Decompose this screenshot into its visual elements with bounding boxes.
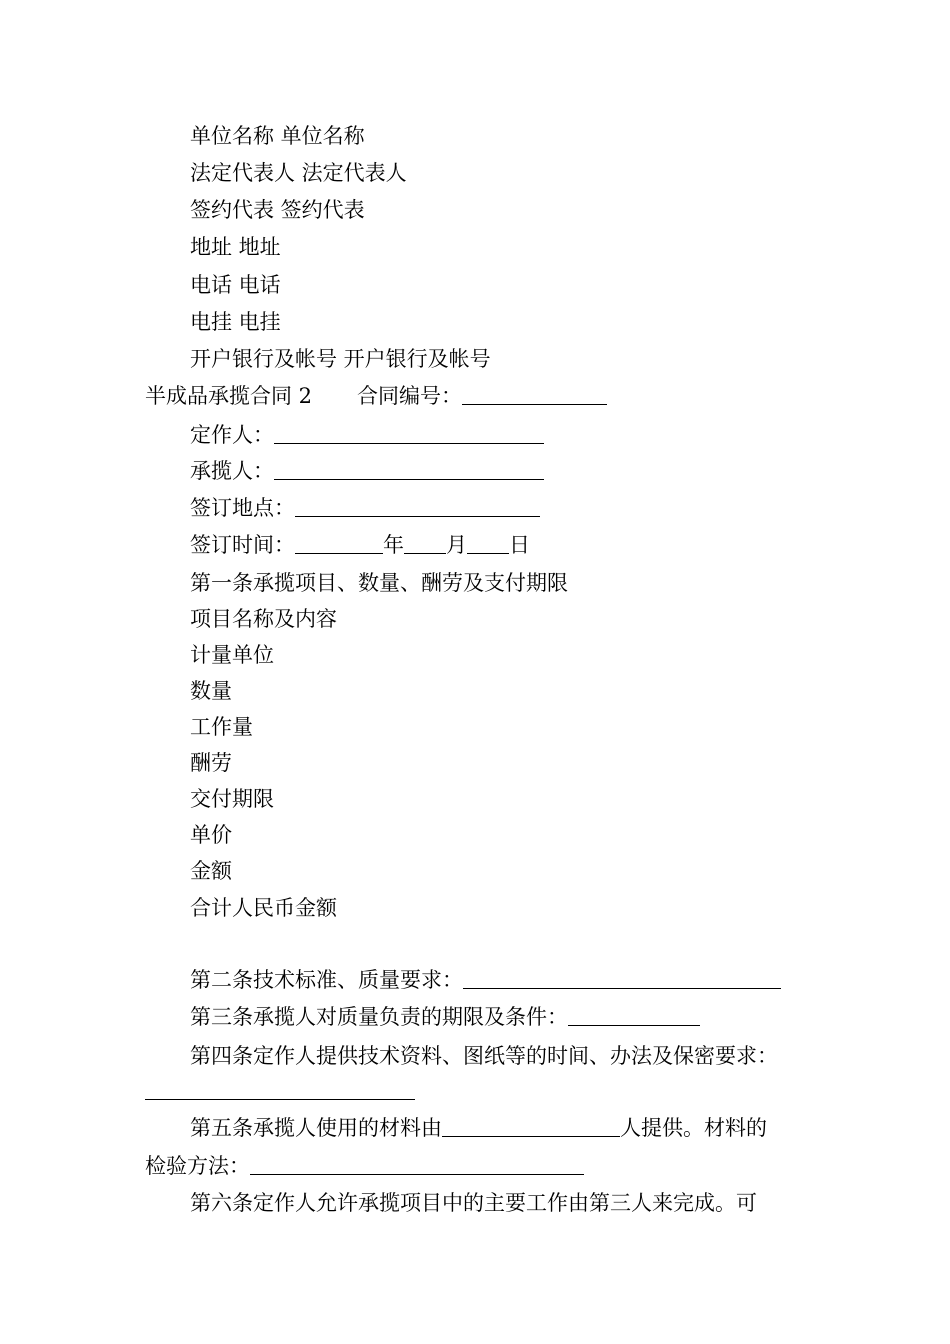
article5-part3: 检验方法： (145, 1154, 250, 1178)
sign-place-line (190, 493, 540, 523)
party-info-line: 电话 电话 (190, 273, 281, 297)
contract-title: 半成品承揽合同 2 (145, 384, 313, 408)
article5-material-blank (442, 1116, 620, 1137)
party-info-line: 法定代表人 法定代表人 (190, 161, 407, 185)
party-info-line: 单位名称 单位名称 (190, 124, 365, 148)
day-label: 日 (509, 533, 530, 557)
year-blank (295, 533, 383, 554)
article4-blank-line (145, 1076, 415, 1106)
contract-number-label: 合同编号： (357, 384, 463, 408)
orderer-line (190, 420, 544, 450)
sign-time-line (190, 530, 530, 560)
sign-place-label: 签订地点： (190, 496, 295, 520)
contractor-line (190, 456, 544, 486)
article1-item: 金额 (190, 859, 232, 883)
month-blank (404, 533, 446, 554)
party-info-line: 开户银行及帐号 开户银行及帐号 (190, 347, 491, 371)
article1-item: 工作量 (190, 715, 253, 739)
article1-item: 项目名称及内容 (190, 607, 337, 631)
article1-item: 数量 (190, 679, 232, 703)
article4-blank (145, 1079, 415, 1100)
article6-text: 第六条定作人允许承揽项目中的主要工作由第三人来完成。可 (190, 1191, 757, 1215)
article2-line (190, 965, 781, 995)
article2-label: 第二条技术标准、质量要求： (190, 968, 463, 992)
article3-label: 第三条承揽人对质量负责的期限及条件： (190, 1005, 568, 1029)
article5-method-blank (250, 1154, 584, 1175)
party-info-line: 签约代表 签约代表 (190, 198, 365, 222)
article1-item: 交付期限 (190, 787, 274, 811)
sign-place-blank (295, 496, 540, 517)
contractor-blank (274, 459, 544, 480)
contract-title-line (145, 381, 607, 411)
year-label: 年 (383, 533, 404, 557)
day-blank (467, 533, 509, 554)
sign-time-label: 签订时间： (190, 533, 295, 557)
party-info-line: 电挂 电挂 (190, 310, 281, 334)
article4-text: 第四条定作人提供技术资料、图纸等的时间、办法及保密要求： (190, 1044, 778, 1068)
contract-number-blank (462, 384, 607, 405)
contractor-label: 承揽人： (190, 459, 274, 483)
article1-item: 酬劳 (190, 751, 232, 775)
article3-line (190, 1002, 700, 1032)
article1-item: 合计人民币金额 (190, 896, 337, 920)
party-info-line: 地址 地址 (190, 235, 281, 259)
article5-part1: 第五条承揽人使用的材料由 (190, 1116, 442, 1140)
article5-line1 (190, 1113, 767, 1143)
orderer-label: 定作人： (190, 423, 274, 447)
article1-item: 单价 (190, 823, 232, 847)
article5-line2 (145, 1151, 584, 1181)
article3-blank (568, 1005, 700, 1026)
article1-title: 第一条承揽项目、数量、酬劳及支付期限 (190, 571, 568, 595)
article1-item: 计量单位 (190, 643, 274, 667)
month-label: 月 (446, 533, 467, 557)
article2-blank (463, 968, 781, 989)
orderer-blank (274, 423, 544, 444)
article5-part2: 人提供。材料的 (620, 1116, 767, 1140)
